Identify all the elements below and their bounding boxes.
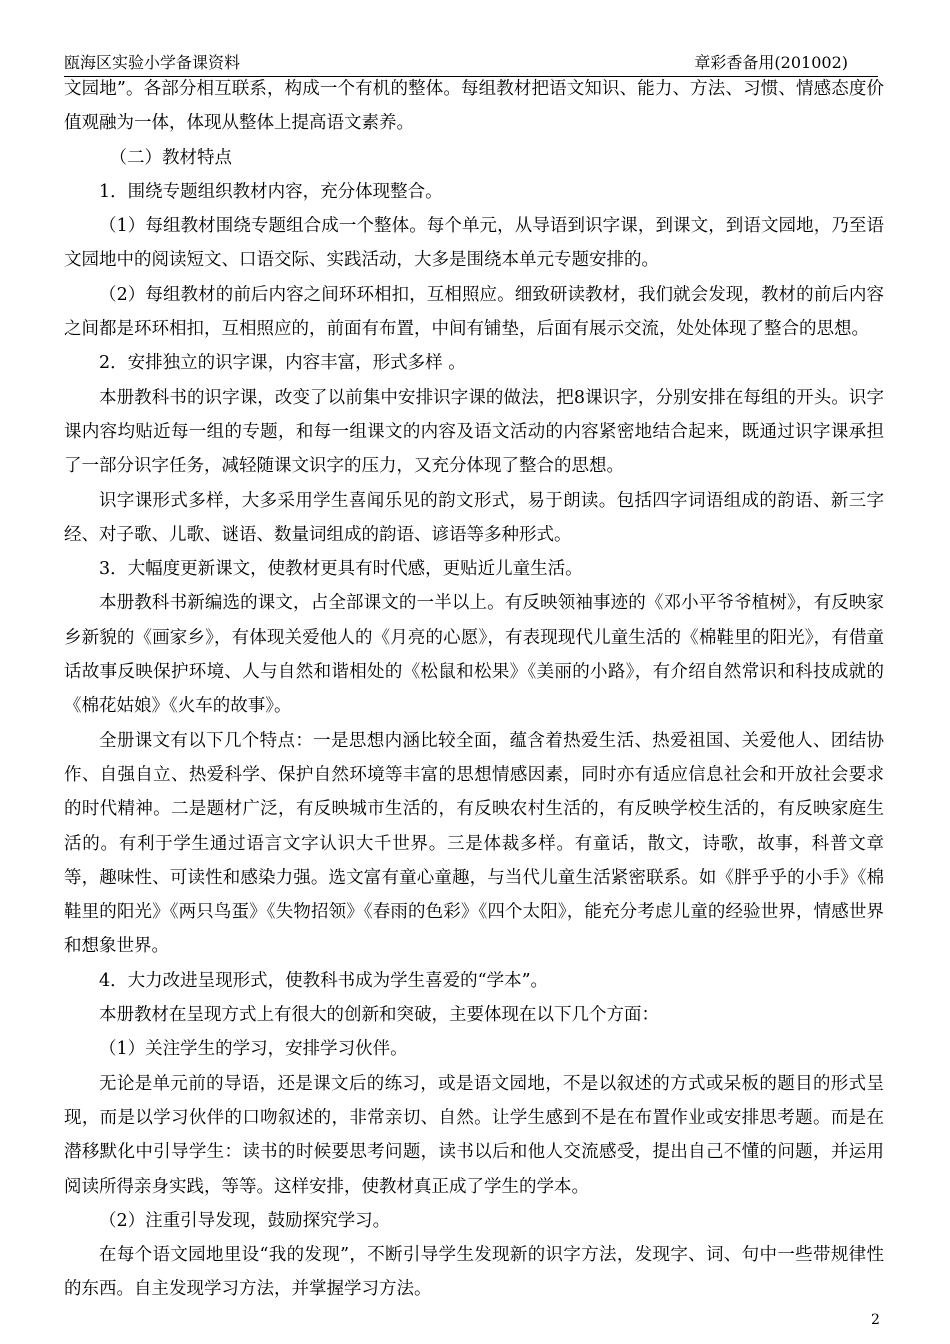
header-author: 章彩香备用(201002) [694, 53, 848, 72]
document-body [64, 72, 884, 1307]
paragraph: 全册课文有以下几个特点：一是思想内涵比较全面，蕴含着热爱生活、热爱祖国、关爱他人、团结协作、自强自立、热爱科学、保护自然环境等丰富的思想情感因素，同时亦有适应信息社会和开放社会要求的时代精神。二是题材广泛，有反映城市生活的，有反映农村生活的，有反映学校生活的，有反映家庭生活的。有利于学生通过语言文字认识大千世界。三是体裁多样。有童话，散文，诗歌，故事，科普文章等，趣味性、可读性和感染力强。选文富有童心童趣，与当代儿童生活紧密联系。如《胖乎乎的小手》《棉鞋里的阳光》《两只鸟蛋》《失物招领》《春雨的色彩》《四个太阳》，能充分考虑儿童的经验世界，情感世界和想象世界。 [64, 730, 884, 957]
paragraph-heading: 4．大力改进呈现形式，使教科书成为学生喜爱的“学本”。 [99, 970, 549, 991]
paragraph: 无论是单元前的导语，还是课文后的练习，或是语文园地，不是以叙述的方式或呆板的题目的形式呈现，而是以学习伙伴的口吻叙述的，非常亲切、自然。让学生感到不是在布置作业或安排思考题。而是在潜移默化中引导学生：读书的时候要思考问题，读书以后和他人交流感受，提出自己不懂的问题，并运用阅读所得亲身实践，等等。这样安排，使教材真正成了学生的学本。 [64, 1073, 884, 1197]
paragraph-subheading: （2）注重引导发现，鼓励探究学习。 [99, 1210, 391, 1231]
section-heading: （二）教材特点 [109, 147, 232, 168]
paragraph: （2）每组教材的前后内容之间环环相扣，互相照应。细致研读教材，我们就会发现，教材的前后内容之间都是环环相扣，互相照应的，前面有布置，中间有铺垫，后面有展示交流，处处体现了整合的思想。 [64, 284, 884, 340]
paragraph-heading: 1．围绕专题组织教材内容，充分体现整合。 [99, 181, 443, 202]
paragraph: （1）每组教材围绕专题组合成一个整体。每个单元，从导语到识字课，到课文，到语文园地，乃至语文园地中的阅读短文、口语交际、实践活动，大多是围绕本单元专题安排的。 [64, 216, 884, 271]
paragraph-heading: 3．大幅度更新课文，使教材更具有时代感，更贴近儿童生活。 [99, 559, 583, 580]
paragraph: 识字课形式多样，大多采用学生喜闻乐见的韵文形式，易于朗读。包括四字词语组成的韵语、新三字经、对子歌、儿歌、谜语、数量词组成的韵语、谚语等多种形式。 [64, 490, 884, 545]
paragraph: 本册教科书的识字课，改变了以前集中安排识字课的做法，把8课识字，分别安排在每组的开头。识字课内容均贴近每一组的专题，和每一组课文的内容及语文活动的内容紧密地结合起来，既通过识字课承担了一部分识字任务，减轻随课文识字的压力，又充分体现了整合的思想。 [64, 387, 884, 477]
paragraph: 本册教科书新编选的课文，占全部课文的一半以上。有反映领袖事迹的《邓小平爷爷植树》，有反映家乡新貌的《画家乡》，有体现关爱他人的《月亮的心愿》，有表现现代儿童生活的《棉鞋里的阳光》，有借童话故事反映保护环境、人与自然和谐相处的《松鼠和松果》《美丽的小路》，有介绍自然常识和科技成就的《棉花姑娘》《火车的故事》。 [64, 593, 884, 717]
paragraph-subheading: （1）关注学生的学习，安排学习伙伴。 [99, 1039, 408, 1060]
page-number: 2 [871, 1312, 880, 1328]
paragraph: 本册教材在呈现方式上有很大的创新和突破，主要体现在以下几个方面： [99, 1005, 659, 1026]
paragraph: 在每个语文园地里设“我的发现”，不断引导学生发现新的识字方法，发现字、词、句中一些带规律性的东西。自主发现学习方法，并掌握学习方法。 [64, 1245, 884, 1300]
paragraph: 文园地”。各部分相互联系，构成一个有机的整体。每组教材把语文知识、能力、方法、习惯、情感态度价值观融为一体，体现从整体上提高语文素养。 [64, 79, 884, 134]
header-school: 瓯海区实验小学备课资料 [64, 53, 241, 72]
paragraph-heading: 2．安排独立的识字课，内容丰富，形式多样 。 [99, 353, 466, 374]
